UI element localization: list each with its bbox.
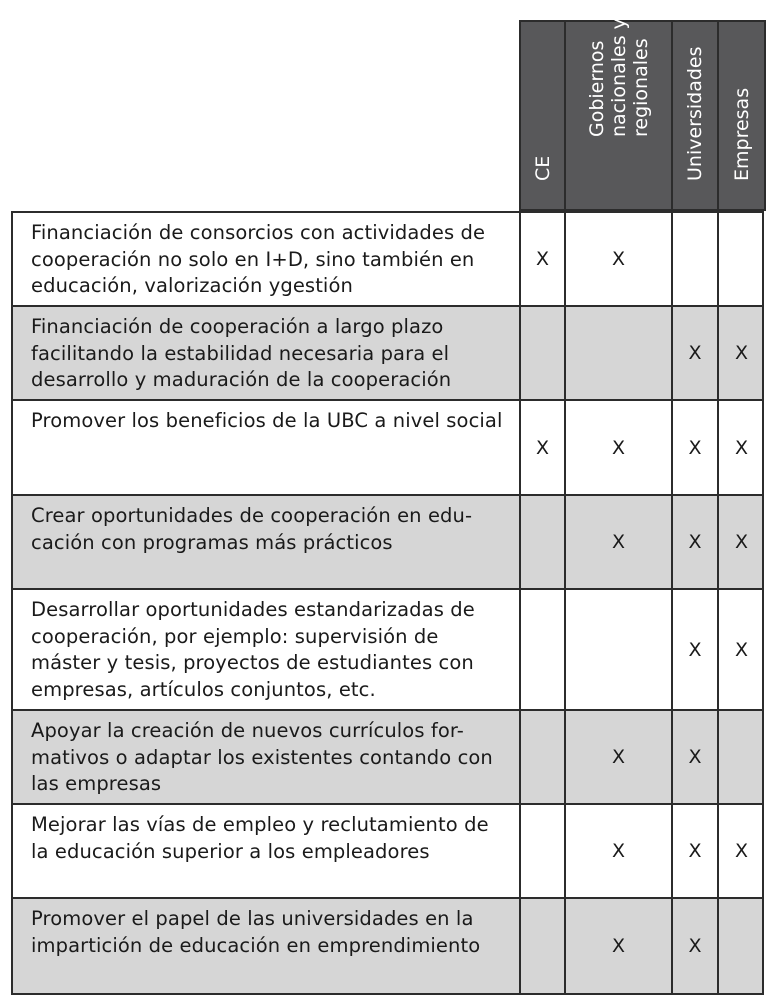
x-mark: X [688, 935, 702, 957]
x-mark: X [688, 840, 702, 862]
mark-cell [717, 899, 764, 993]
mark-cell [519, 213, 564, 305]
x-mark: X [535, 248, 550, 270]
mark-cell [671, 213, 717, 305]
x-mark: X [611, 248, 626, 270]
x-mark: X [611, 935, 626, 957]
col-header-gobiernos [564, 20, 673, 211]
table-row [11, 590, 764, 711]
mark-cell [519, 711, 564, 803]
x-mark: X [734, 638, 749, 661]
mark-cell [519, 307, 564, 399]
col-header-label: Gobiernos nacionales y regionales [585, 18, 652, 137]
mark-cell [519, 401, 564, 494]
col-header-universidades [671, 20, 719, 211]
row-description: Apoyar la creación de nuevos currículos for-mativos o adaptar los existentes contando con las empresas [31, 719, 493, 795]
mark-cell [671, 401, 717, 494]
col-header-label: Empresas [730, 87, 753, 181]
mark-cell [717, 307, 764, 399]
table-row [11, 496, 764, 590]
mark-cell [717, 496, 764, 588]
row-description: Crear oportunidades de cooperación en edu-cación con programas más prácticos [31, 504, 473, 554]
x-mark: X [611, 840, 626, 862]
x-mark: X [688, 531, 702, 553]
mark-cell [564, 711, 671, 803]
mark-cell [564, 307, 671, 399]
table-row [11, 211, 764, 307]
mark-cell [519, 805, 564, 897]
x-mark: X [535, 436, 550, 459]
mark-cell [717, 711, 764, 803]
table-row [11, 899, 764, 995]
x-mark: X [611, 746, 626, 768]
col-header-empresas [717, 20, 766, 211]
mark-cell [717, 401, 764, 494]
mark-cell [717, 805, 764, 897]
mark-cell [671, 590, 717, 709]
mark-cell [519, 590, 564, 709]
table-row [11, 307, 764, 401]
mark-cell [564, 590, 671, 709]
mark-cell [671, 711, 717, 803]
x-mark: X [611, 531, 626, 553]
x-mark: X [734, 531, 749, 553]
row-description: Promover los beneficios de la UBC a nivel social [31, 409, 503, 432]
row-description: Desarrollar oportunidades estandarizadas de cooperación, por ejemplo: supervisión de máster y tesis, proyectos de estudiantes con empresas, artículos conjuntos, etc. [31, 598, 475, 701]
x-mark: X [688, 746, 702, 768]
mark-cell [717, 590, 764, 709]
x-mark: X [688, 436, 702, 459]
row-description: Financiación de consorcios con actividades de cooperación no solo en I+D, sino también en educación, valorización ygestión [31, 221, 486, 297]
mark-cell [671, 307, 717, 399]
mark-cell [564, 496, 671, 588]
mark-cell [564, 805, 671, 897]
mark-cell [671, 496, 717, 588]
mark-cell [671, 805, 717, 897]
mark-cell [671, 899, 717, 993]
col-header-label: CE [531, 155, 554, 181]
mark-cell [519, 496, 564, 588]
x-mark: X [734, 436, 749, 459]
x-mark: X [734, 342, 749, 364]
table-row [11, 711, 764, 805]
mark-cell [717, 213, 764, 305]
mark-cell [564, 213, 671, 305]
mark-cell [519, 899, 564, 993]
x-mark: X [734, 840, 749, 862]
x-mark: X [688, 342, 702, 364]
row-description: Financiación de cooperación a largo plazo facilitando la estabilidad necesaria para el desarrollo y maduración de la cooperación [31, 315, 452, 391]
x-mark: X [688, 638, 702, 661]
table-row [11, 401, 764, 496]
row-description: Promover el papel de las universidades en la impartición de educación en emprendimiento [31, 907, 481, 957]
col-header-ce [519, 20, 566, 211]
row-description: Mejorar las vías de empleo y reclutamiento de la educación superior a los empleadores [31, 813, 489, 863]
table-row [11, 805, 764, 899]
mark-cell [564, 401, 671, 494]
col-header-label: Universidades [684, 46, 706, 181]
mark-cell [564, 899, 671, 993]
x-mark: X [611, 436, 626, 459]
